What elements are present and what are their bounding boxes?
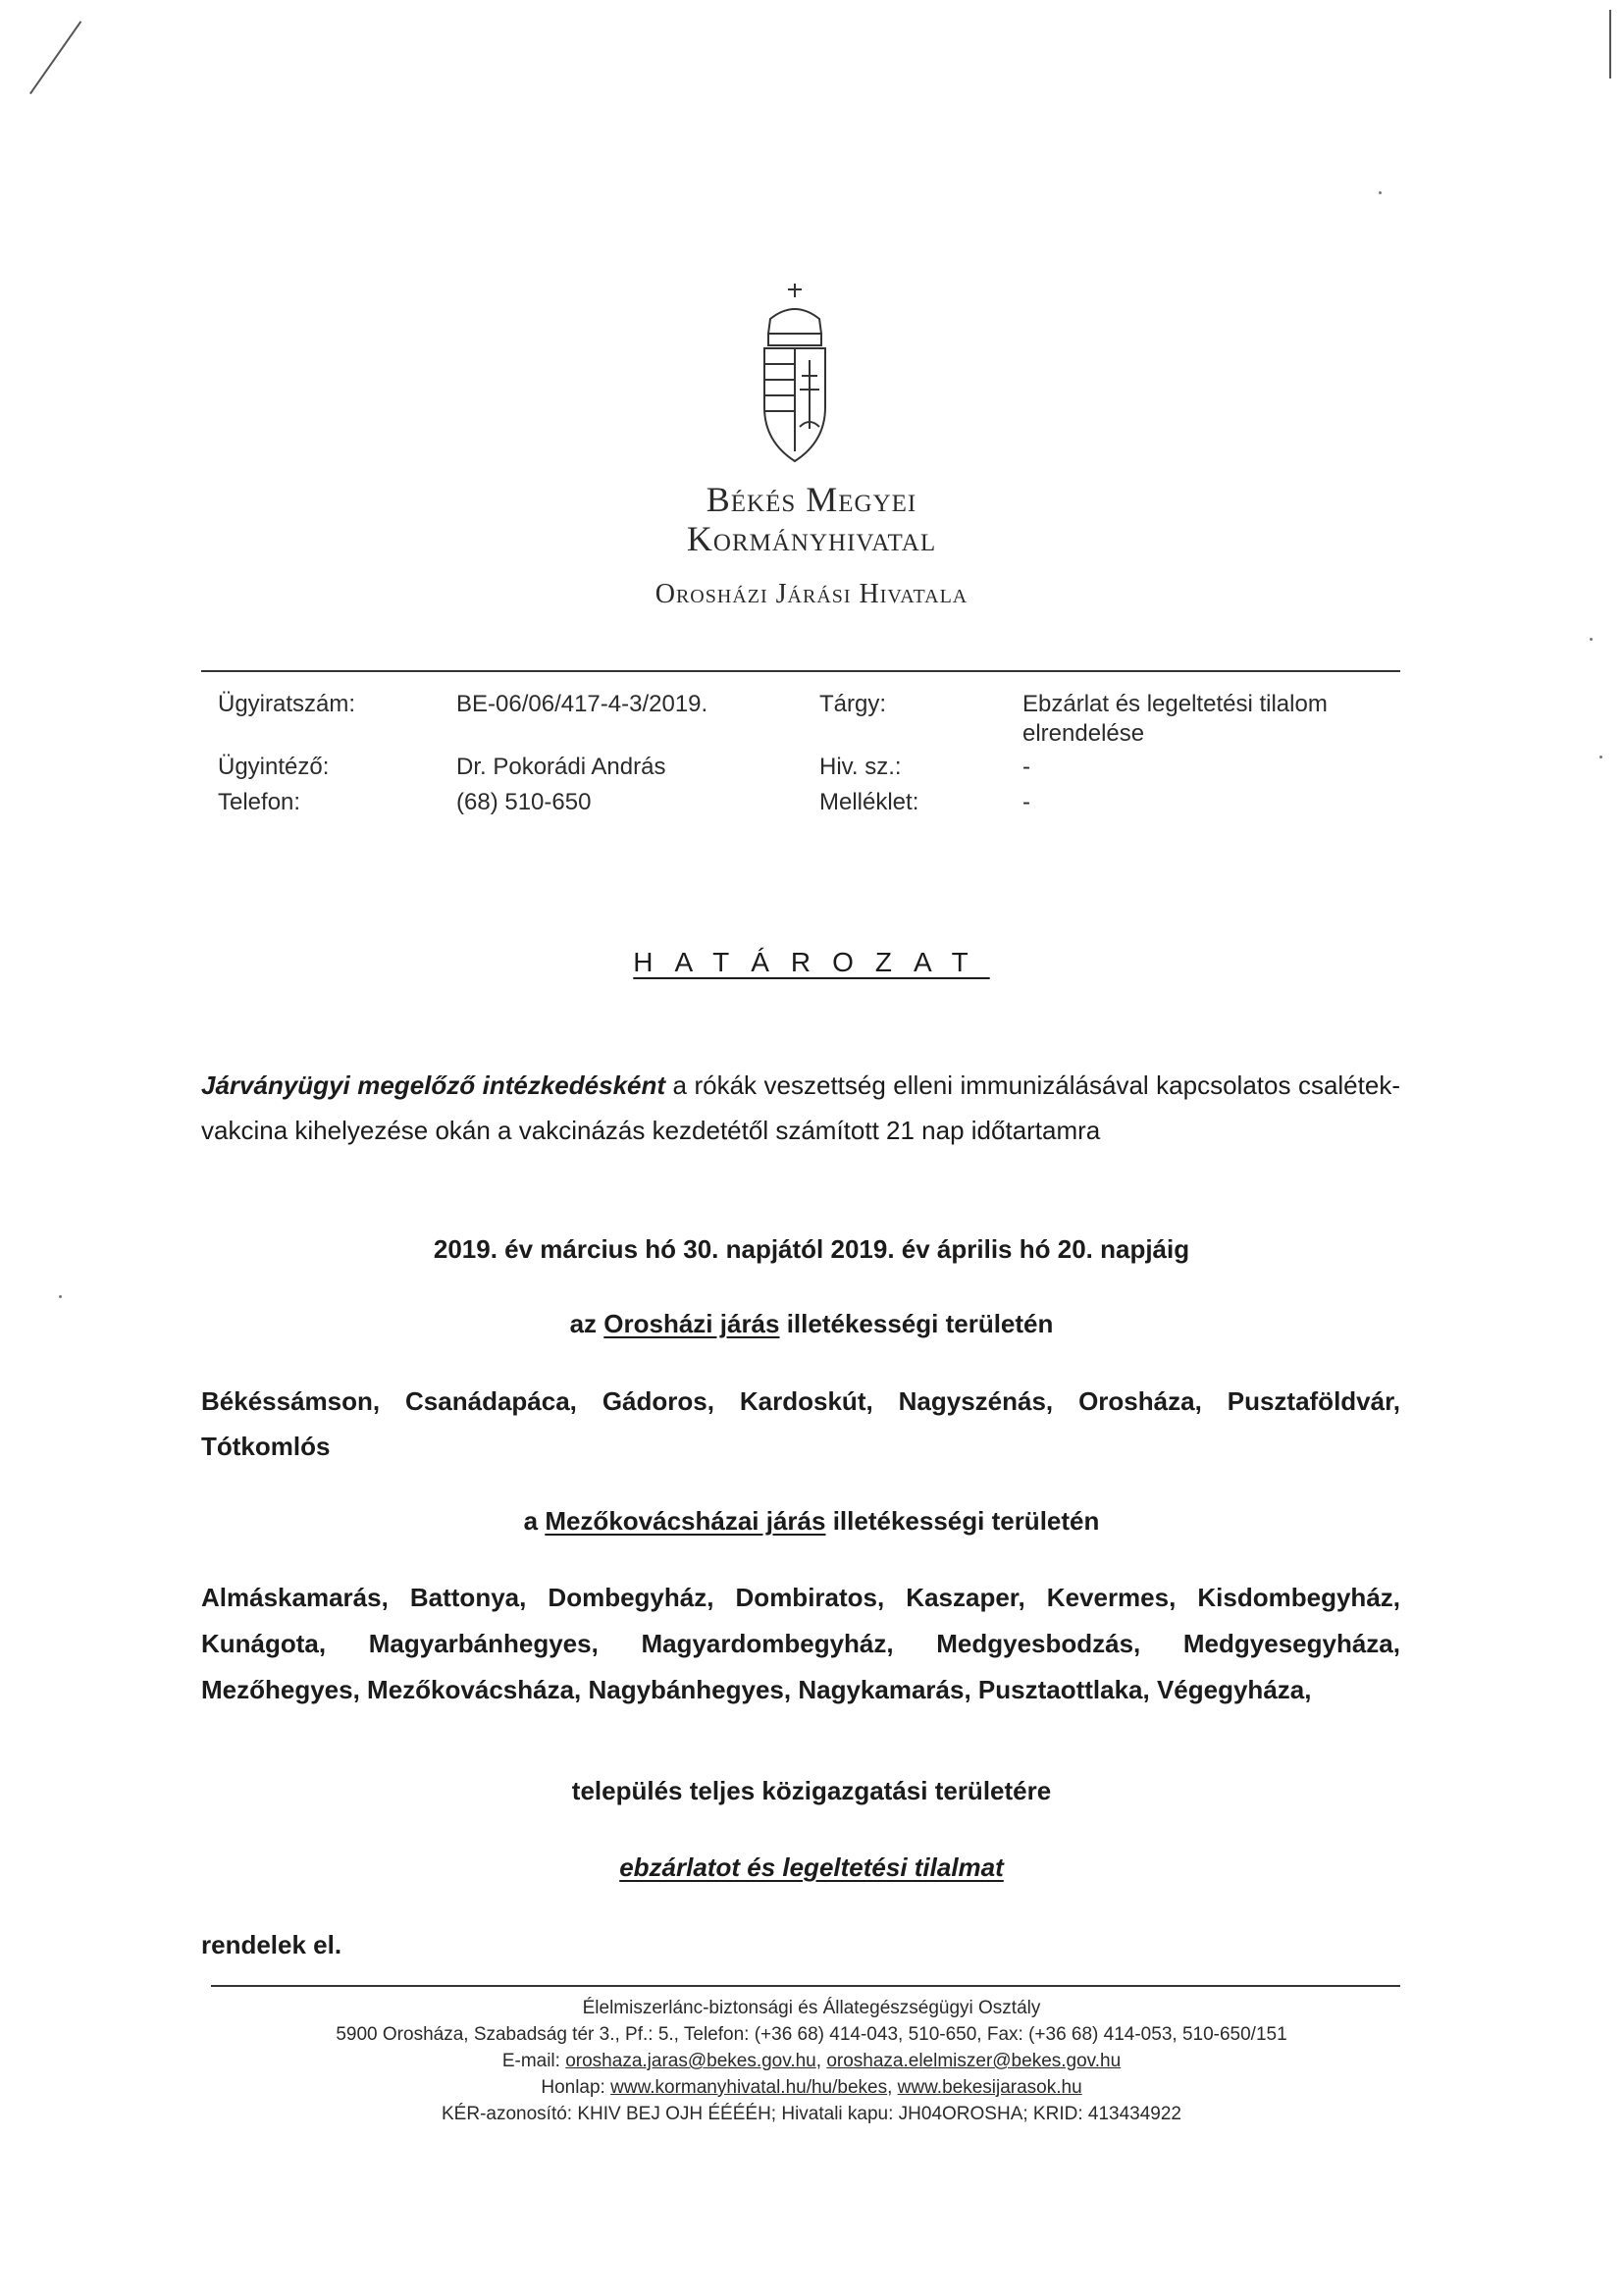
footer-email: E-mail: oroshaza.jaras@bekes.gov.hu, oroshaza.elelmiszer@bekes.gov.hu — [501, 2051, 1122, 2071]
scan-speck — [1379, 191, 1382, 194]
email-link-2[interactable]: oroshaza.elelmiszer@bekes.gov.hu — [826, 2051, 1122, 2071]
subject-label: Tárgy: — [819, 691, 887, 717]
district1-name: Orosházi járás — [603, 1309, 780, 1338]
phone-value: (68) 510-650 — [456, 789, 592, 815]
district1-heading: az Orosházi járás illetékességi területén — [569, 1309, 1054, 1338]
district2-settlements-line3: Mezőhegyes, Mezőkovácsháza, Nagybánhegyes, Nagykamarás, Pusztaottlaka, Végegyháza, — [201, 1675, 1312, 1704]
intro-paragraph — [201, 1063, 1400, 1153]
reference-label: Hiv. sz.: — [819, 754, 902, 780]
scan-speck — [59, 1295, 62, 1298]
org-subunit: Orosházi Járási Hivatala — [654, 579, 969, 609]
email-link-1[interactable]: oroshaza.jaras@bekes.gov.hu — [565, 2051, 816, 2071]
district2-settlements-line2: Kunágota, Magyarbánhegyes, Magyardombegyház, Medgyesbodzás, Medgyesegyháza, — [201, 1629, 1400, 1658]
decision-line — [0, 1852, 1623, 1883]
website-link-1[interactable]: www.kormanyhivatal.hu/hu/bekes — [610, 2077, 888, 2098]
footer-department: Élelmiszerlánc-biztonsági és Állategészségügyi Osztály — [582, 1998, 1041, 2018]
decision-text: ebzárlatot és legeltetési tilalmat — [619, 1852, 1004, 1882]
district2-heading: a Mezőkovácsházai járás illetékességi területén — [523, 1506, 1100, 1536]
footer-divider — [211, 1985, 1400, 1987]
scope-line: település teljes közigazgatási területére — [571, 1776, 1052, 1805]
scan-speck — [1599, 756, 1602, 758]
footer — [0, 1995, 1623, 2127]
district2-name: Mezőkovácsházai járás — [545, 1506, 826, 1536]
period-line: 2019. év március hó 30. napjától 2019. év április hó 20. napjáig — [433, 1234, 1190, 1264]
website-link-2[interactable]: www.bekesijarasok.hu — [897, 2077, 1082, 2098]
attachment-label: Melléklet: — [819, 789, 919, 815]
case-number-label: Ügyiratszám: — [218, 691, 356, 717]
attachment-value: - — [1022, 789, 1030, 815]
scan-edge-line — [1609, 10, 1611, 78]
reference-value: - — [1022, 754, 1030, 780]
coat-of-arms-icon — [751, 280, 839, 476]
intro-emphasis: Járványügyi megelőző intézkedésként — [201, 1070, 666, 1100]
subject-value: Ebzárlat és legeltetési tilalom elrendelése — [1022, 691, 1328, 747]
org-name-line2: Kormányhivatal — [686, 519, 937, 558]
scan-speck — [1590, 638, 1593, 641]
intro-text: a rókák veszettség elleni immunizálásával kapcsolatos csalétek-vakcina kihelyezése okán a vakcinázás kezdetétől számított 21 nap időtartamra — [201, 1070, 1400, 1145]
header-divider — [201, 670, 1400, 672]
document-title: HATÁROZAT — [633, 947, 990, 977]
district1-settlements-line1: Békéssámson, Csanádapáca, Gádoros, Kardoskút, Nagyszénás, Orosháza, Pusztaföldvár, — [201, 1386, 1400, 1416]
district1-settlements-line2: Tótkomlós — [201, 1432, 331, 1461]
closing-text: rendelek el. — [201, 1930, 342, 1959]
scan-mark — [29, 21, 81, 94]
phone-label: Telefon: — [218, 789, 301, 815]
officer-value: Dr. Pokorádi András — [456, 754, 666, 780]
case-number-value: BE-06/06/417-4-3/2019. — [456, 691, 708, 717]
footer-identifiers: KÉR-azonosító: KHIV BEJ OJH ÉÉÉÉH; Hivatali kapu: JH04OROSHA; KRID: 413434922 — [442, 2104, 1181, 2124]
officer-label: Ügyintéző: — [218, 754, 330, 780]
org-name-line1: Békés Megyei — [706, 480, 917, 519]
footer-website: Honlap: www.kormanyhivatal.hu/hu/bekes, www.bekesijarasok.hu — [541, 2077, 1082, 2098]
footer-address: 5900 Orosháza, Szabadság tér 3., Pf.: 5., Telefon: (+36 68) 414-043, 510-650, Fax: (+36 68) 414-053, 510-650/151 — [336, 2024, 1287, 2045]
district2-settlements-line1: Almáskamarás, Battonya, Dombegyház, Dombiratos, Kaszaper, Kevermes, Kisdombegyház, — [201, 1583, 1400, 1612]
